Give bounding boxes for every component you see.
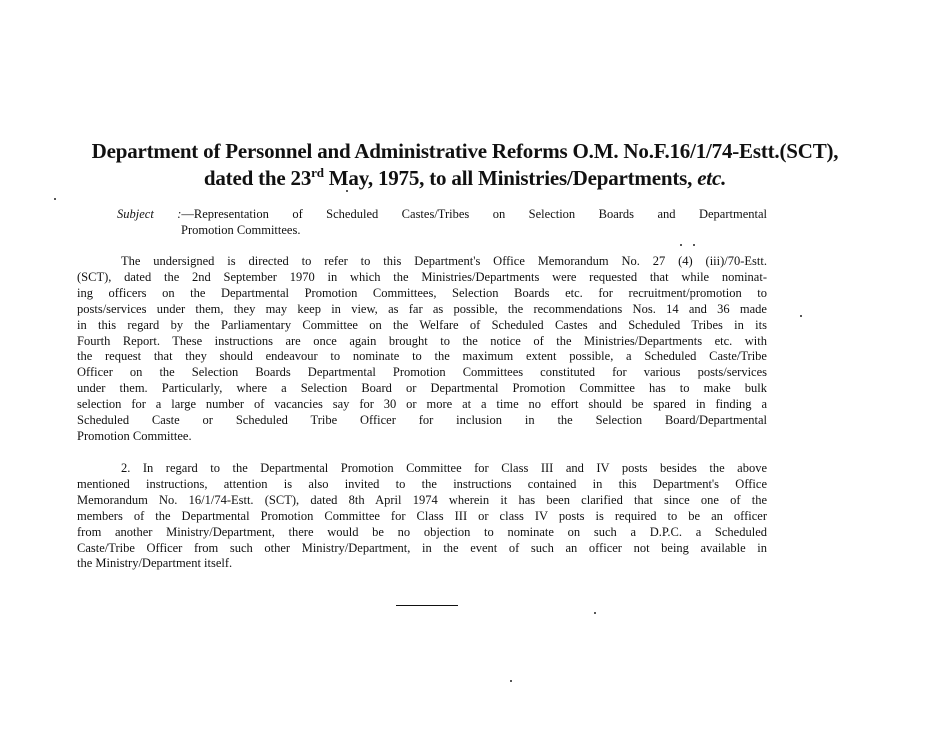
title-etc: etc.	[697, 166, 727, 190]
paragraph-2-line: members of the Departmental Promotion Committee for Class III or class IV posts is required to be an officer	[77, 508, 767, 523]
scan-speck	[680, 244, 682, 246]
title-line-2	[60, 165, 870, 192]
title-line-2-rest: May, 1975, to all Ministries/Departments,	[323, 166, 698, 190]
paragraph-1-line: in this regard by the Parliamentary Committee on the Welfare of Scheduled Castes and Scheduled Tribes in its	[77, 317, 767, 332]
title-line-1: Department of Personnel and Administrative Reforms O.M. No.F.16/1/74-Estt.(SCT),	[91, 139, 839, 163]
paragraph-2-line: mentioned instructions, attention is also invited to the instructions contained in this Department's Office	[77, 476, 767, 491]
paragraph-1-line: posts/services under them, they may keep in view, as far as possible, the recommendations Nos. 14 and 36 made	[77, 301, 767, 316]
paragraph-1-line: The undersigned is directed to refer to this Department's Office Memorandum No. 27 (4) (iii)/70-Estt.	[121, 254, 767, 268]
subject-text: —Representation of Scheduled Castes/Tribes on Selection Boards and Departmental	[181, 207, 767, 221]
subject-line-1	[117, 206, 767, 222]
paragraph-1-line: under them. Particularly, where a Selection Board or Departmental Promotion Committee has to make bulk	[77, 381, 767, 396]
paragraph-2-line: Caste/Tribe Officer from such other Ministry/Department, in the event of such an officer not being available in	[77, 540, 767, 555]
scan-speck	[54, 198, 56, 200]
scan-speck	[346, 190, 348, 192]
subject-block	[117, 206, 767, 238]
subject-line-2: Promotion Committees.	[181, 223, 301, 237]
closing-rule	[396, 605, 458, 606]
title-line-2-text: dated the 23	[203, 166, 312, 190]
paragraph-2-line: from another Ministry/Department, there would be no objection to nominate on such a D.P.C. a Scheduled	[77, 524, 767, 539]
document-title	[60, 138, 870, 192]
paragraph-1-line: selection for a large number of vacancies say for 30 or more at a time no effort should be spared in finding a	[77, 397, 767, 412]
paragraph-2-line: Memorandum No. 16/1/74-Estt. (SCT), dated 8th April 1974 wherein it has been clarified that since one of the	[77, 492, 767, 507]
title-ordinal-suffix: rd	[311, 165, 324, 180]
paragraph-1	[77, 254, 767, 445]
paragraph-1-line: Officer on the Selection Boards Departmental Promotion Committees constituted for various posts/services	[77, 365, 767, 380]
paragraph-2-line: the Ministry/Department itself.	[77, 556, 233, 571]
scan-speck	[693, 244, 695, 246]
paragraph-1-line: the request that they should endeavour to nominate to the maximum extent possible, a Scheduled Caste/Tribe	[77, 349, 767, 364]
paragraph-1-line: ing officers on the Departmental Promotion Committees, Selection Boards etc. for recruitment/promotion to	[77, 285, 767, 300]
scan-speck	[594, 612, 596, 614]
subject-label: Subject :	[117, 207, 182, 221]
paragraph-2	[77, 461, 767, 572]
scan-speck	[510, 680, 512, 682]
paragraph-1-line: Scheduled Caste or Scheduled Tribe Officer for inclusion in the Selection Board/Departmental	[77, 413, 767, 428]
paragraph-1-line: (SCT), dated the 2nd September 1970 in which the Ministries/Departments were requested that while nominat-	[77, 269, 767, 284]
paragraph-2-line: 2. In regard to the Departmental Promotion Committee for Class III and IV posts besides the above	[121, 461, 767, 475]
scan-speck	[800, 315, 802, 317]
paragraph-1-line: Fourth Report. These instructions are once again brought to the notice of the Ministries/Departments etc. with	[77, 333, 767, 348]
paragraph-1-line: Promotion Committee.	[77, 428, 192, 443]
